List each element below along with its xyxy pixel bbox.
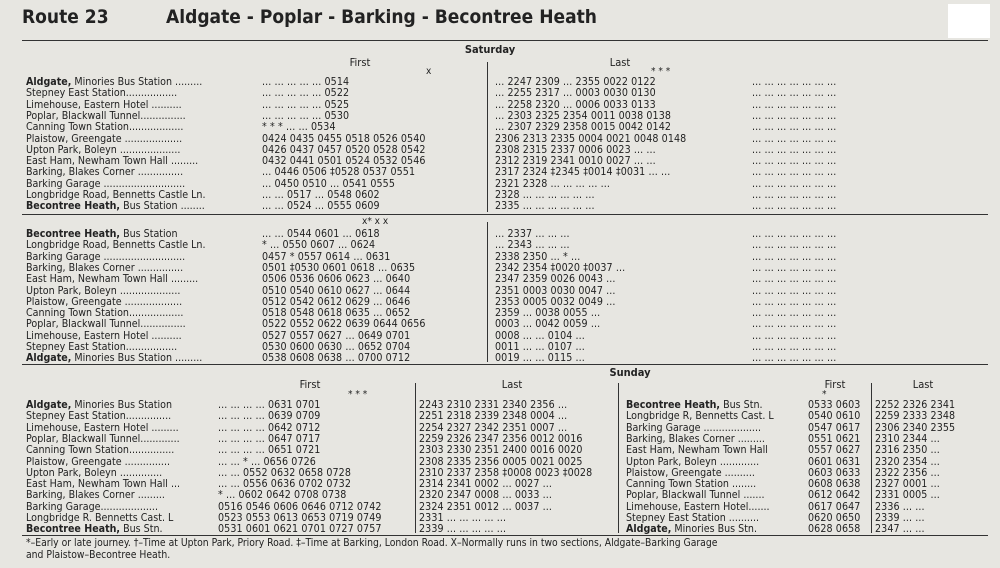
- last-times: 2342 2354 ‡0020 ‡0037 ...: [495, 261, 626, 274]
- last-times: ... 2258 2320 ... 0006 0033 0133: [495, 98, 656, 111]
- stop-name: Upton Park, Boleyn ....................: [26, 143, 181, 156]
- saturday-first-heading: First: [349, 56, 371, 69]
- first-times: 0512 0542 0612 0629 ... 0646: [262, 295, 411, 308]
- stop-name: Barking Garage...................: [26, 500, 158, 513]
- stop-name: East Ham, Newham Town Hall .........: [26, 273, 199, 286]
- first-times: 0522 0552 0622 0639 0644 0656: [262, 318, 426, 331]
- first-times: 0527 0557 0627 ... 0649 0701: [262, 329, 411, 342]
- filler-times: ... ... ... ... ... ... ...: [752, 132, 837, 145]
- first-times: ... ... 0544 0601 ... 0618: [262, 228, 380, 240]
- filler-times: ... ... ... ... ... ... ...: [752, 109, 837, 122]
- last-times: 2339 ... ... ... ... ...: [419, 523, 507, 536]
- first-times: 0540 0610: [808, 410, 861, 423]
- sunday-west-marks: *: [822, 389, 827, 400]
- stop-name: Limehouse, Eastern Hotel.......: [626, 500, 770, 513]
- filler-times: ... ... ... ... ... ... ...: [752, 295, 837, 308]
- first-times: 0603 0633: [808, 466, 861, 479]
- stop-name: Upton Park, Boleyn .............: [626, 455, 760, 468]
- stop-name: Stepney East Station...............: [26, 410, 172, 423]
- sunday-west-divider: [871, 383, 872, 533]
- filler-times: ... ... ... ... ... ... ...: [752, 352, 837, 365]
- stop-name: East Ham, Newham Town Hall ...: [26, 478, 181, 491]
- first-times: 0510 0540 0610 0627 ... 0644: [262, 284, 411, 297]
- saturday-east-last-marks: * * *: [651, 66, 671, 77]
- first-times: 0557 0627: [808, 444, 861, 457]
- last-times: 0011 ... ... 0107 ...: [495, 341, 585, 353]
- stop-name: Aldgate, Minories Bus Station .........: [26, 352, 203, 365]
- last-times: 2259 2326 2347 2356 0012 0016: [419, 432, 583, 445]
- first-times: ... ... ... ... ... 0525: [262, 98, 350, 111]
- last-times: 2308 2335 2356 0005 0021 0025: [419, 455, 583, 468]
- last-times: 2306 2340 2355: [875, 421, 956, 434]
- top-rule: [22, 40, 988, 41]
- filler-times: ... ... ... ... ... ... ...: [752, 189, 837, 201]
- last-times: 2306 2313 2335 0004 0021 0048 0148: [495, 132, 687, 145]
- stop-name: Longbridge Road, Bennetts Castle Ln.: [26, 189, 206, 201]
- sunday-west-last-heading: Last: [912, 378, 934, 391]
- last-times: 2310 2344 ...: [875, 432, 940, 445]
- first-times: ... ... ... ... ... 0514: [262, 76, 350, 88]
- filler-times: ... ... ... ... ... ... ...: [752, 307, 837, 320]
- filler-times: ... ... ... ... ... ... ...: [752, 166, 837, 179]
- filler-times: ... ... ... ... ... ... ...: [752, 261, 837, 274]
- last-times: 0008 ... ... 0104 ...: [495, 329, 585, 342]
- stop-name: Poplar, Blackwall Tunnel...............: [26, 109, 186, 122]
- filler-times: ... ... ... ... ... ... ...: [752, 228, 837, 240]
- filler-times: ... ... ... ... ... ... ...: [752, 250, 837, 263]
- sunday-east-divider: [415, 383, 416, 533]
- filler-times: ... ... ... ... ... ... ...: [752, 155, 837, 168]
- stop-name: Stepney East Station.................: [26, 87, 178, 100]
- stop-name: Plaistow, Greengate ..........: [626, 466, 755, 479]
- last-times: 2259 2333 2348: [875, 410, 956, 423]
- first-times: 0501 ‡0530 0601 0618 ... 0635: [262, 261, 416, 274]
- stop-name: Stepney East Station.................: [26, 341, 178, 353]
- filler-times: ... ... ... ... ... ... ...: [752, 98, 837, 111]
- first-times: 0457 * 0557 0614 ... 0631: [262, 250, 391, 263]
- stop-name: Longbridge Road, Bennetts Castle Ln.: [26, 239, 206, 252]
- sunday-center-divider: [618, 383, 619, 533]
- last-times: 2317 2324 ‡2345 ‡0014 ‡0031 ... ...: [495, 166, 671, 179]
- last-times: 2320 2347 0008 ... 0033 ...: [419, 489, 552, 502]
- stop-name: Upton Park, Boleyn ..............: [26, 466, 163, 479]
- filler-times: ... ... ... ... ... ... ...: [752, 143, 837, 156]
- stop-name: Barking Garage ...........................: [26, 177, 186, 190]
- first-times: 0531 0601 0621 0701 0727 0757: [218, 523, 382, 536]
- first-times: 0516 0546 0606 0646 0712 0742: [218, 500, 382, 513]
- filler-times: ... ... ... ... ... ... ...: [752, 76, 837, 88]
- first-times: 0523 0553 0613 0653 0719 0749: [218, 512, 382, 524]
- last-times: 2359 ... 0038 0055 ...: [495, 307, 601, 320]
- first-times: 0432 0441 0501 0524 0532 0546: [262, 155, 426, 168]
- first-times: * ... 0602 0642 0708 0738: [218, 489, 347, 502]
- first-times: ... ... ... ... 0647 0717: [218, 432, 321, 445]
- first-times: 0424 0435 0455 0518 0526 0540: [262, 132, 426, 145]
- stop-name: Canning Town Station..................: [26, 121, 184, 134]
- last-times: 2351 0003 0030 0047 ...: [495, 284, 616, 297]
- filler-times: ... ... ... ... ... ... ...: [752, 177, 837, 190]
- last-times: 2316 2350 ...: [875, 444, 940, 457]
- sunday-heading: Sunday: [609, 366, 651, 379]
- stop-name: Canning Town Station..................: [26, 307, 184, 320]
- saturday-east-divider: [487, 62, 488, 212]
- last-times: 2314 2341 0002 ... 0027 ...: [419, 478, 552, 491]
- stop-name: Becontree Heath, Bus Station: [26, 228, 178, 240]
- first-times: * ... 0550 0607 ... 0624: [262, 239, 376, 252]
- first-times: ... 0446 0506 ‡0528 0537 0551: [262, 166, 416, 179]
- last-times: ... 2247 2309 ... 2355 0022 0122: [495, 76, 656, 88]
- stop-name: Longbridge R. Bennetts Cast. L: [26, 512, 174, 524]
- last-times: 2353 0005 0032 0049 ...: [495, 295, 616, 308]
- last-times: 2335 ... ... ... ... ... ...: [495, 200, 595, 213]
- last-times: ... 2255 2317 ... 0003 0030 0130: [495, 87, 656, 100]
- filler-times: ... ... ... ... ... ... ...: [752, 121, 837, 134]
- stop-name: Poplar, Blackwall Tunnel...............: [26, 318, 186, 331]
- filler-times: ... ... ... ... ... ... ...: [752, 318, 837, 331]
- saturday-mid-rule: [22, 214, 988, 215]
- filler-times: ... ... ... ... ... ... ...: [752, 329, 837, 342]
- first-times: 0518 0548 0618 0635 ... 0652: [262, 307, 411, 320]
- last-times: 2303 2330 2351 2400 0016 0020: [419, 444, 583, 457]
- last-times: 2328 ... ... ... ... ... ...: [495, 189, 595, 201]
- stop-name: Barking, Blakes Corner ...............: [26, 166, 184, 179]
- stop-name: East Ham, Newham Town Hall .........: [26, 155, 199, 168]
- first-times: 0617 0647: [808, 500, 861, 513]
- last-times: 2339 ... ...: [875, 512, 925, 524]
- last-times: 2331 ... ... ... ... ...: [419, 512, 507, 524]
- first-times: 0612 0642: [808, 489, 861, 502]
- route-title: Aldgate - Poplar - Barking - Becontree Heath: [166, 6, 597, 28]
- sunday-east-marks: * * *: [348, 389, 368, 400]
- stop-name: Limehouse, Eastern Hotel ..........: [26, 329, 182, 342]
- stop-name: Becontree Heath, Bus Station ........: [26, 200, 205, 213]
- saturday-last-heading: Last: [609, 56, 631, 69]
- first-times: ... ... 0556 0636 0702 0732: [218, 478, 351, 491]
- first-times: ... ... ... ... ... 0530: [262, 109, 350, 122]
- stop-name: Plaistow, Greengate ...............: [26, 455, 171, 468]
- last-times: 2347 2359 0026 0043 ...: [495, 273, 616, 286]
- first-times: 0551 0621: [808, 432, 861, 445]
- stop-name: Plaistow, Greengate ...................: [26, 295, 183, 308]
- first-times: 0620 0650: [808, 512, 861, 524]
- blank-label-box: [948, 4, 990, 38]
- first-times: ... ... 0517 ... 0548 0602: [262, 189, 380, 201]
- stop-name: Becontree Heath, Bus Stn.: [626, 399, 763, 411]
- saturday-west-divider: [487, 222, 488, 362]
- stop-name: Barking, Blakes Corner .........: [626, 432, 765, 445]
- last-times: ... 2303 2325 2354 0011 0038 0138: [495, 109, 672, 122]
- first-times: ... ... ... ... 0651 0721: [218, 444, 321, 457]
- stop-name: Poplar, Blackwall Tunnel .......: [626, 489, 765, 502]
- stop-name: Barking Garage ...........................: [26, 250, 186, 263]
- last-times: 2254 2327 2342 2351 0007 ...: [419, 421, 568, 434]
- sunday-top-rule: [22, 364, 988, 365]
- route-number: Route 23: [22, 6, 109, 28]
- saturday-west-marks: x* x x: [362, 216, 389, 227]
- last-times: 2324 2351 0012 ... 0037 ...: [419, 500, 552, 513]
- first-times: 0530 0600 0630 ... 0652 0704: [262, 341, 411, 353]
- stop-name: Plaistow, Greengate ...................: [26, 132, 183, 145]
- sunday-east-first-heading: First: [299, 378, 321, 391]
- last-times: 0019 ... ... 0115 ...: [495, 352, 585, 365]
- last-times: 2331 0005 ...: [875, 489, 940, 502]
- first-times: ... 0450 0510 ... 0541 0555: [262, 177, 395, 190]
- stop-name: Limehouse, Eastern Hotel ..........: [26, 98, 182, 111]
- first-times: ... ... 0552 0632 0658 0728: [218, 466, 351, 479]
- stop-name: Limehouse, Eastern Hotel .........: [26, 421, 179, 434]
- last-times: 2327 0001 ...: [875, 478, 940, 491]
- filler-times: ... ... ... ... ... ... ...: [752, 273, 837, 286]
- first-times: 0506 0536 0606 0623 ... 0640: [262, 273, 411, 286]
- last-times: 2251 2318 2339 2348 0004 ...: [419, 410, 568, 423]
- filler-times: ... ... ... ... ... ... ...: [752, 200, 837, 213]
- stop-name: Stepney East Station ..........: [626, 512, 760, 524]
- last-times: 2320 2354 ...: [875, 455, 940, 468]
- first-times: 0628 0658: [808, 523, 861, 536]
- last-times: 2312 2319 2341 0010 0027 ... ...: [495, 155, 656, 168]
- footnote-line-2: and Plaistow–Becontree Heath.: [26, 549, 171, 561]
- last-times: 2252 2326 2341: [875, 399, 956, 411]
- last-times: 2321 2328 ... ... ... ... ...: [495, 177, 610, 190]
- stop-name: Longbridge R, Bennetts Cast. L: [626, 410, 774, 423]
- footnote-rule: [22, 535, 988, 536]
- stop-name: Aldgate, Minories Bus Station .........: [26, 76, 203, 88]
- stop-name: Barking, Blakes Corner ...............: [26, 261, 184, 274]
- saturday-heading: Saturday: [464, 43, 516, 56]
- stop-name: Aldgate, Minories Bus Stn.: [626, 523, 757, 536]
- first-times: 0426 0437 0457 0520 0528 0542: [262, 143, 426, 156]
- last-times: 2338 2350 ... * ...: [495, 250, 581, 263]
- first-times: ... ... ... ... 0642 0712: [218, 421, 321, 434]
- first-times: ... ... * ... 0656 0726: [218, 455, 316, 468]
- last-times: ... 2307 2329 2358 0015 0042 0142: [495, 121, 672, 134]
- sunday-west-first-heading: First: [824, 378, 846, 391]
- first-times: ... ... ... ... 0639 0709: [218, 410, 321, 423]
- last-times: 0003 ... 0042 0059 ...: [495, 318, 601, 331]
- stop-name: Barking, Blakes Corner .........: [26, 489, 165, 502]
- stop-name: Poplar, Blackwall Tunnel.............: [26, 432, 180, 445]
- first-times: 0601 0631: [808, 455, 861, 468]
- last-times: 2322 2356 ...: [875, 466, 940, 479]
- stop-name: Barking Garage ...................: [626, 421, 762, 434]
- last-times: 2347 ... ...: [875, 523, 925, 536]
- sunday-east-last-heading: Last: [501, 378, 523, 391]
- last-times: 2243 2310 2331 2340 2356 ...: [419, 399, 568, 411]
- stop-name: Canning Town Station ........: [626, 478, 757, 491]
- stop-name: Becontree Heath, Bus Stn.: [26, 523, 163, 536]
- stop-name: Upton Park, Boleyn ....................: [26, 284, 181, 297]
- first-times: ... ... ... ... 0631 0701: [218, 399, 321, 411]
- first-times: ... ... ... ... ... 0522: [262, 87, 350, 100]
- last-times: 2308 2315 2337 0006 0023 ... ...: [495, 143, 656, 156]
- last-times: 2310 2337 2358 ‡0008 0023 ‡0028: [419, 466, 593, 479]
- stop-name: Canning Town Station...............: [26, 444, 175, 457]
- last-times: ... 2337 ... ... ...: [495, 228, 570, 240]
- stop-name: Aldgate, Minories Bus Station: [26, 399, 173, 411]
- filler-times: ... ... ... ... ... ... ...: [752, 341, 837, 353]
- saturday-east-first-marks: x: [426, 66, 432, 77]
- footnote-line-1: *–Early or late journey. †–Time at Upton Park, Priory Road. ‡–Time at Barking, London Road. X–Normally runs in two sections, Aldgate–Barking Garage: [26, 537, 718, 549]
- first-times: * * * ... ... 0534: [262, 121, 336, 134]
- filler-times: ... ... ... ... ... ... ...: [752, 284, 837, 297]
- first-times: 0538 0608 0638 ... 0700 0712: [262, 352, 411, 365]
- first-times: ... ... 0524 ... 0555 0609: [262, 200, 380, 213]
- stop-name: East Ham, Newham Town Hall: [626, 444, 768, 457]
- first-times: 0608 0638: [808, 478, 861, 491]
- filler-times: ... ... ... ... ... ... ...: [752, 239, 837, 252]
- first-times: 0547 0617: [808, 421, 861, 434]
- last-times: 2336 ... ...: [875, 500, 925, 513]
- last-times: ... 2343 ... ... ...: [495, 239, 570, 252]
- filler-times: ... ... ... ... ... ... ...: [752, 87, 837, 100]
- first-times: 0533 0603: [808, 399, 861, 411]
